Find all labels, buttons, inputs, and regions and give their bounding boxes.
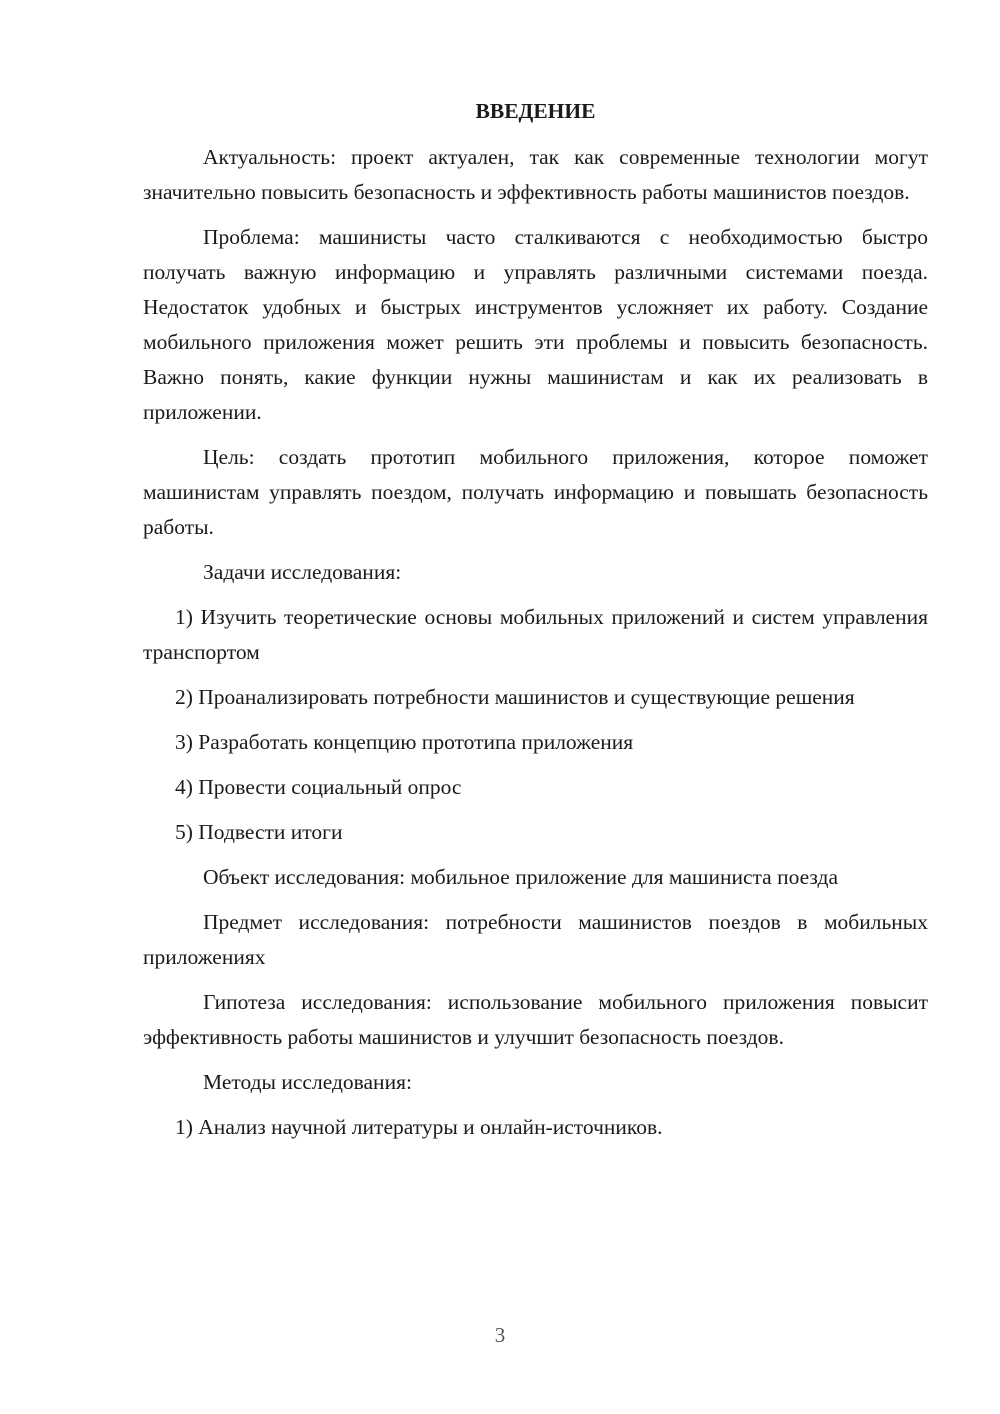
- goal-paragraph: Цель: создать прототип мобильного приложения, которое поможет машинистам управлять поездом, получать информацию и повышать безопасность работы.: [143, 445, 928, 539]
- task-item: 5) Подвести итоги: [175, 820, 343, 844]
- hypothesis-paragraph: Гипотеза исследования: использование мобильного приложения повысит эффективность работы машинистов и улучшит безопасность поездов.: [143, 990, 928, 1049]
- task-item: 2) Проанализировать потребности машинистов и существующие решения: [175, 685, 855, 709]
- method-item: 1) Анализ научной литературы и онлайн-источников.: [175, 1115, 663, 1139]
- section-title: ВВЕДЕНИЕ: [475, 99, 596, 123]
- methods-heading: Методы исследования:: [203, 1070, 412, 1094]
- subject-paragraph: Предмет исследования: потребности машинистов поездов в мобильных приложениях: [143, 910, 928, 969]
- object-paragraph: Объект исследования: мобильное приложение для машиниста поезда: [203, 865, 839, 889]
- task-item: 1) Изучить теоретические основы мобильных приложений и систем управления транспортом: [143, 605, 928, 664]
- problem-paragraph: Проблема: машинисты часто сталкиваются с необходимостью быстро получать важную информацию и управлять различными системами поезда. Недостаток удобных и быстрых инструментов усложняет их работу. Создание мобильного приложения может решить эти проблемы и повысить безопасность. Важно понять, какие функции нужны машинистам и как их реализовать в приложении.: [143, 225, 928, 424]
- page-content: [143, 96, 928, 1155]
- tasks-heading: Задачи исследования:: [203, 560, 402, 584]
- relevance-paragraph: Актуальность: проект актуален, так как современные технологии могут значительно повысить безопасность и эффективность работы машинистов поездов.: [143, 145, 928, 204]
- task-item: 3) Разработать концепцию прототипа приложения: [175, 730, 634, 754]
- page-number: 3: [494, 1323, 506, 1347]
- task-item: 4) Провести социальный опрос: [175, 775, 462, 799]
